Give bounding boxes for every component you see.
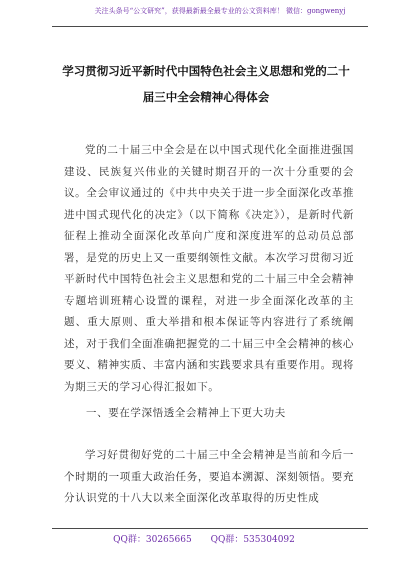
footer [0,534,408,546]
document-title: 学习贯彻习近平新时代中国特色社会主义思想和党的二十届三中全会精神心得体会 [62,64,350,104]
body-paragraph-1: 党的二十届三中全会是在以中国式现代化全面推进强国建设、民族复兴伟业的关键时期召开的一次十分重要的会议。全会审议通过的《中共中央关于进一步全面深化改革推进中国式现代化的决定》（以下简称《决定》），是新时代新征程上推动全面深化改革向广度和深度进军的总动员总部署，是党的历史上又一重要纲领性文献。本次学习贯彻习近平新时代中国特色社会主义思想和党的二十届三中全会精神专题培训班精心设置的课程，对进一步全面深化改革的主题、重大原则、重大举措和根本保证等内容进行了系统阐述，对于我们全面准确把握党的二十届三中全会精神的核心要义、精神实质、丰富内涵和实践要求具有重要作用。现将为期三天的学习心得汇报如下。 [64,144,354,393]
header-promo-text: 关注头条号“公文研究”，获得最新最全最专业的公文资料库！ 微信：gongwenyj [94,7,346,15]
body-paragraph-2: 学习好贯彻好党的二十届三中全会精神是当前和今后一个时期的一项重大政治任务，要追本溯源、深刻领悟。要充分认识党的十八大以来全面深化改革取得的历史性成 [64,449,354,504]
footer-divider [52,528,368,529]
header-divider [52,26,368,27]
footer-qq-group-2: QQ群：535304092 [210,535,295,545]
footer-qq-group-1: QQ群：30265665 [113,535,192,545]
section-heading-1: 一、要在学深悟透全会精神上下更大功夫 [86,407,286,419]
